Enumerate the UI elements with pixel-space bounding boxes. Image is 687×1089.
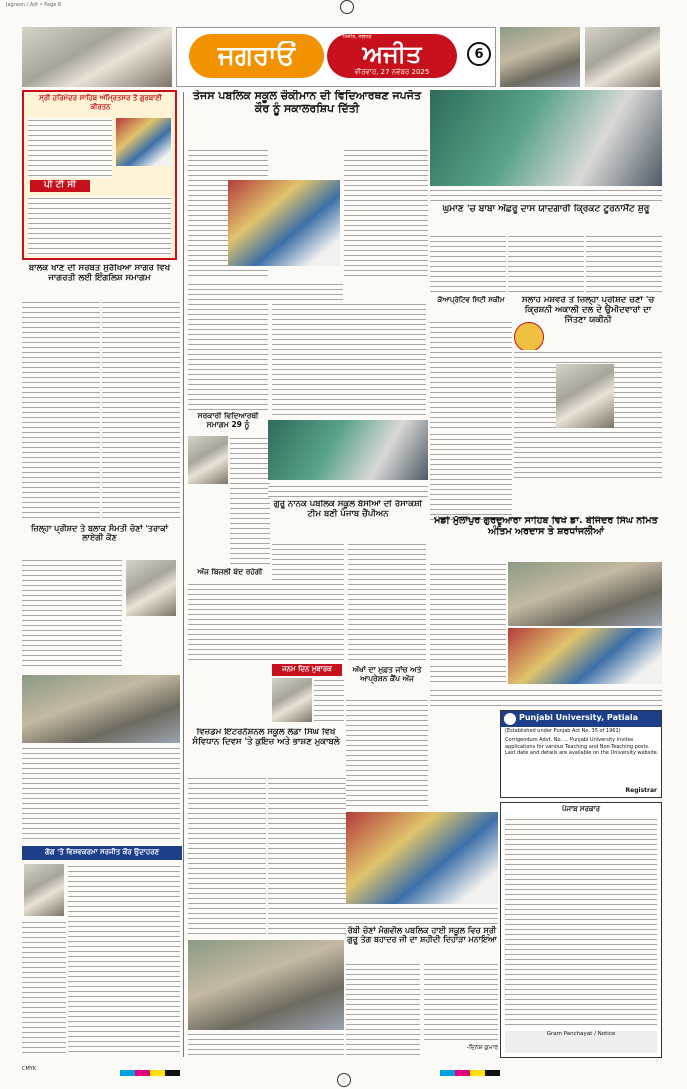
masthead-right-plate [327,34,457,78]
legal-notice-heading: ਪੰਜਾਬ ਸਰਕਾਰ [561,805,600,813]
story-5-portrait [126,560,176,616]
left-ad-schedule [28,196,171,256]
story-2-continuation [272,302,426,417]
page-number: 6 [474,47,484,62]
story-2-caption [188,282,343,300]
pu-ad-title: Punjabi University, Patiala [519,713,639,722]
story-3-text-b [508,234,584,294]
masthead-date: ਵੀਰਵਾਰ, 27 ਨਵੰਬਰ 2025 [354,68,430,76]
story-6-text-b [348,542,426,662]
story-3-photo [430,90,662,186]
story-9-text-b [424,962,498,1042]
story-10-text-b [230,436,270,566]
story-1-text-col-a [22,300,100,522]
story-6-caption [268,484,428,498]
story-10-headline: ਸਰਕਾਰੀ ਵਿਦਿਆਰਥੀ ਸਮਾਗਮ 29 ਨੂੰ [197,412,259,429]
left-ad-text-block [28,118,112,178]
story-9-photo [346,812,498,904]
story-11-headline: ਅੱਜ ਬਿਜਲੀ ਬੰਦ ਰਹੇਗੀ [197,568,263,576]
story-5-text [22,558,122,670]
story-1-text-col-b [102,300,180,522]
edition-strip: Jagraon / Ajit • Page 6 [6,2,62,8]
masthead-left-plate [189,34,324,78]
color-indicator: CMYK [22,1066,37,1072]
story-3-caption [430,188,662,202]
story-9-caption [346,906,498,924]
golden-temple-image [116,118,171,166]
masthead-photo-left [22,27,172,87]
column-divider [183,92,184,1057]
legal-notice-ad [500,802,662,1058]
story-9-text-a [346,962,420,1056]
left-ad-box [22,90,177,260]
pu-ad [500,710,662,798]
story-7-photo-a [508,562,662,626]
story-15-text-b [430,432,512,522]
story-6-text-a [272,542,344,662]
story-14-portrait [24,864,64,916]
story-7-headline: ਮੰਡੀ ਮੁੱਲਾਂਪੁਰ ਗੁਰਦੁਆਰਾ ਸਾਹਿਬ ਵਿਖੇ ਡਾ. ਬੇਜਿੰਦਰ ਸਿੰਘ ਨਮਿਤ ਅੰਤਿਮ ਅਰਦਾਸ ਤੇ ਸ਼ਰਧਾਂਜਲੀਆਂ [434,516,658,537]
masthead-photo-right [585,27,660,87]
story-6-headline: ਗੁਰੂ ਨਾਨਕ ਪਬਲਿਕ ਸਕੂਲ ਬੱਸੀਆਂ ਦੀ ਰੱਸਾਕਸ਼ੀ ਟੀਮ ਬਣੀ ਪੰਜਾਬ ਚੈਂਪੀਅਨ [273,500,423,519]
story-9-headline: ਰੱਬੀ ਚੋਣਾਂ ਮੰਗਵੀਲ ਪਬਲਿਕ ਹਾਈ ਸਕੂਲ ਵਿਚ ਸ੍ਰੀ ਗੁਰੂ ਤੇਗ ਬਹਾਦਰ ਜੀ ਦਾ ਸ਼ਹੀਦੀ ਦਿਹਾੜਾ ਮਨਾਇਆ [347,926,497,945]
story-14-text-left [22,920,66,1054]
left-ad-title: ਸ੍ਰੀ ਹਰਿਮੰਦਰ ਸਾਹਿਬ ਅੰਮ੍ਰਿਤਸਰ ਤੋਂ ਗੁਰਬਾਣੀ ਕੀਰਤਨ [39,94,162,111]
birthday-headline: ਜਨਮ ਦਿਨ ਮੁਬਾਰਕ [282,665,332,673]
registration-mark-icon [340,0,354,14]
story-3-headline: ਘੁਮਾਣ 'ਚ ਬਾਬਾ ਅੱਛਰੂ ਦਾਸ ਯਾਦਗਾਰੀ ਕ੍ਰਿਕਟ ਟੂਰਨਾਮੈਂਟ ਸ਼ੁਰੂ [442,204,650,214]
story-12-headline: ਅੱਖਾਂ ਦਾ ਮੁਫ਼ਤ ਜਾਂਚ ਅਤੇ ਆਪ੍ਰੇਸ਼ਨ ਕੈਂਪ ਅੱਜ [352,666,422,683]
story-6-photo [268,420,428,480]
pu-ad-body: Corrigendum Advt. No. ... Punjabi University invites applications for various Teaching and Non-Teaching posts. Last date and details are available on the University website. [505,737,659,756]
story-4-portrait [556,364,614,428]
birthday-caption [314,678,344,722]
story-8-text-b [268,776,346,936]
birthday-child-photo [272,678,312,722]
story-3-text-a [430,234,506,294]
story-2-text-right [344,148,428,280]
story-7-text [430,562,506,662]
story-10-text [188,302,268,410]
story-2-headline: ਤੇਜਸ ਪਬਲਿਕ ਸਕੂਲ ਚੌਕੀਮਾਨ ਦੀ ਵਿਦਿਆਰਥਣ ਜਪਜੋਤ ਕੌਰ ਨੂੰ ਸਕਾਲਰਸ਼ਿਪ ਦਿੱਤੀ [193,90,421,115]
story-3-text-c [586,234,662,294]
legal-notice-text [505,817,657,1027]
page-number-badge [467,42,491,66]
story-7-text-b [430,664,506,686]
story-4-headline: ਸਲਾਹ ਮਸ਼ਵਰੇ ਤੋਂ ਜ਼ਿਲ੍ਹਾ ਪ੍ਰੀਸ਼ਦ ਚੋਣਾਂ 'ਚ ਕ੍ਰਿਸ਼ਨੀ ਅਕਾਲੀ ਦਲ ਦੇ ਉਮੀਦਵਾਰਾਂ ਦਾ ਜਿੱਤਣਾ ਯਕੀਨੀ [521,296,655,325]
legal-notice-footer: Gram Panchayat / Notice [505,1031,657,1053]
masthead-photo-middle [500,27,580,87]
story-8-caption [188,1032,344,1056]
story-10-portrait [188,436,228,484]
story-14-banner [22,846,182,860]
story-8-photo [188,940,344,1030]
pu-ad-subtitle: (Established under Punjab Act No. 35 of 1961) [505,728,621,734]
story-8-text-a [188,776,266,936]
story-12-text [346,698,428,810]
story-7-caption [430,688,662,706]
story-1-headline: ਬਾਲਕ ਖਾਣ ਦੀ ਸਰਬਤ ਸੁਰੱਖਿਆ ਸਾਗਰ ਵਿਖੇ ਜਾਗਰਤੀ ਲਈ ਇੰਗਲਿਸ਼ ਸਮਾਗਮ [28,264,171,283]
masthead-title-left: ਜਗਰਾਓਂ [217,41,296,71]
left-ad-channel: ਪੀ ਟੀ ਸੀ [30,180,90,192]
story-11-text [188,582,272,662]
story-15-headline: ਕੋਆਪ੍ਰੇਟਿਵ ਸਿਟੀ ਸਕੀਮ [437,296,505,304]
story-14-text [68,864,180,1054]
pu-ad-registrar: Registrar [625,787,657,794]
story-15-text [430,320,512,430]
story-5-headline: ਜ਼ਿਲ੍ਹਾ ਪ੍ਰੀਸ਼ਦ ਤੇ ਬਲਾਕ ਸੰਮਤੀ ਚੋਣਾਂ 'ਤਰਾਕਾਂ ਲਾਏਗੀ ਕੌਣ [30,524,169,543]
color-bar [120,1070,180,1076]
story-2-photo [228,180,340,266]
university-logo-icon [504,713,516,725]
pu-ad-header [501,711,661,727]
story-8-headline: ਵਿਜ਼ਡਮ ਇੰਟਰਨੈਸ਼ਨਲ ਸਕੂਲ ਲੰਡਾ ਸਿੰਘ ਵਿਖੇ ਸੰਵਿਧਾਨ ਦਿਵਸ 'ਤੇ ਕੁਇਜ਼ ਅਤੇ ਭਾਸ਼ਣ ਮੁਕਾਬਲੇ [192,728,340,747]
masthead-title-right: ਅਜੀਤ [362,40,422,68]
birthday-banner [272,664,342,676]
masthead-tag: ਅਜੀਤ, ਜਲੰਧਰ [343,34,372,40]
story-9-byline: -ਦਿਨੇਸ਼ ਕੁਮਾਰ [466,1044,498,1051]
story-7-photo-b [508,628,662,684]
masthead-banner [176,27,496,87]
registration-mark-bottom-icon [337,1073,351,1087]
story-14-headline: ਗੋਗ 'ਤੇ ਵਿਸ਼ਵਕਰਮਾ ਸਰਜੀਤ ਕੌਰ ਉਦਾਹਰਣ [44,848,160,856]
color-bar-right [440,1070,500,1076]
story-5-photo [22,675,180,743]
story-5-caption-text [22,746,180,842]
